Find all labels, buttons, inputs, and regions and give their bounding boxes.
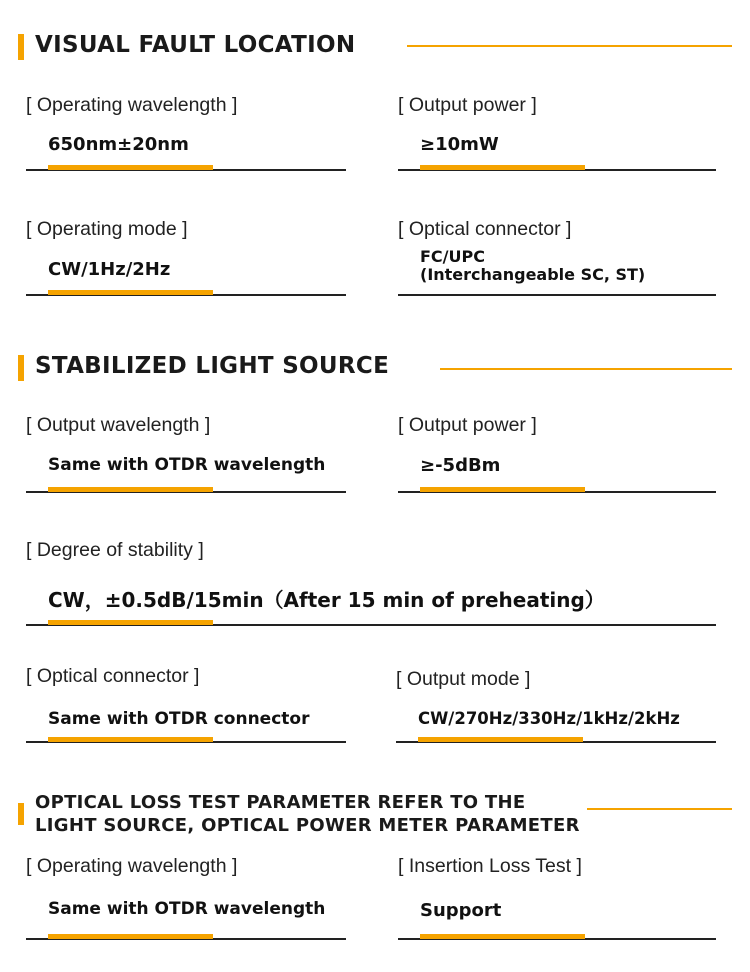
section-title-line: OPTICAL LOSS TEST PARAMETER REFER TO THE [35,792,526,813]
field-value: CW/1Hz/2Hz [48,259,171,280]
field-value-line: FC/UPC [420,247,485,266]
olt-insertion-loss [398,855,716,945]
section-marker [18,34,24,60]
section-title-line: LIGHT SOURCE, OPTICAL POWER METER PARAMETER [35,815,580,836]
section-title-stabilized: STABILIZED LIGHT SOURCE [35,353,390,379]
field-value: ≥10mW [420,134,499,155]
field-accent [48,737,213,742]
sls-optical-connector [26,665,346,751]
field-label: [ Output mode ] [396,668,531,690]
field-accent [420,487,585,492]
field-accent [48,165,213,170]
field-label: [ Operating mode ] [26,218,188,240]
vfl-operating-mode [26,218,346,304]
sls-output-wavelength [26,414,346,500]
sls-output-mode [396,668,716,754]
field-value-line: (Interchangeable SC, ST) [420,265,646,284]
field-accent [420,165,585,170]
olt-operating-wavelength [26,855,346,945]
field-value [420,248,645,284]
field-accent [420,934,585,939]
field-label: [ Optical connector ] [26,665,200,687]
sls-degree-of-stability [26,539,716,629]
section-divider [407,45,732,47]
field-accent [418,737,583,742]
field-value: ≥-5dBm [420,455,501,476]
field-label: [ Operating wavelength ] [26,94,238,116]
field-label: [ Degree of stability ] [26,539,204,561]
field-label: [ Output power ] [398,94,537,116]
section-marker [18,803,24,825]
field-accent [48,620,213,625]
section-title-optical-loss [35,791,645,837]
section-divider [587,808,732,810]
field-label: [ Insertion Loss Test ] [398,855,582,877]
section-divider [440,368,732,370]
field-rule [398,294,716,296]
vfl-operating-wavelength [26,94,346,180]
field-value: Same with OTDR connector [48,709,310,729]
sls-output-power [398,414,716,500]
vfl-output-power [398,94,716,180]
field-label: [ Operating wavelength ] [26,855,238,877]
field-value: Same with OTDR wavelength [48,899,326,919]
field-label: [ Output power ] [398,414,537,436]
field-value: Support [420,900,502,921]
field-label: [ Optical connector ] [398,218,572,240]
field-value: Same with OTDR wavelength [48,455,326,475]
field-value: CW/270Hz/330Hz/1kHz/2kHz [418,709,680,728]
section-marker [18,355,24,381]
field-accent [48,290,213,295]
vfl-optical-connector [398,218,716,304]
field-value: 650nm±20nm [48,134,189,155]
field-accent [48,934,213,939]
field-label: [ Output wavelength ] [26,414,211,436]
section-title-visual-fault: VISUAL FAULT LOCATION [35,32,356,58]
field-value: CW，±0.5dB/15min（After 15 min of preheating） [48,588,605,612]
field-accent [48,487,213,492]
